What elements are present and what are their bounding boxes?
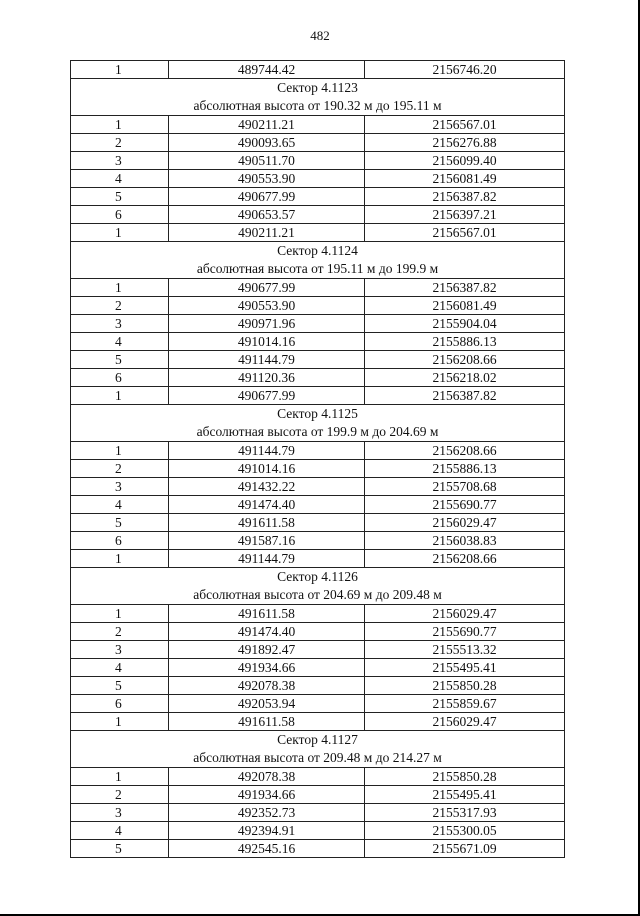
x-coordinate-cell: 491892.47 (169, 641, 365, 659)
y-coordinate-cell: 2156208.66 (365, 442, 565, 460)
point-number-cell: 6 (71, 369, 169, 387)
table-row (71, 605, 565, 623)
point-number-cell: 5 (71, 514, 169, 532)
y-coordinate-cell: 2156567.01 (365, 116, 565, 134)
point-number-cell: 1 (71, 442, 169, 460)
y-coordinate-cell: 2156038.83 (365, 532, 565, 550)
table-row (71, 713, 565, 731)
point-number-cell: 3 (71, 804, 169, 822)
table-row (71, 297, 565, 315)
x-coordinate-cell: 491144.79 (169, 351, 365, 369)
point-number-cell: 4 (71, 333, 169, 351)
y-coordinate-cell: 2155690.77 (365, 496, 565, 514)
sector-header (71, 731, 565, 768)
point-number-cell: 1 (71, 768, 169, 786)
sector-header (71, 242, 565, 279)
y-coordinate-cell: 2156081.49 (365, 297, 565, 315)
y-coordinate-cell: 2156746.20 (365, 61, 565, 79)
x-coordinate-cell: 490093.65 (169, 134, 365, 152)
point-number-cell: 1 (71, 61, 169, 79)
x-coordinate-cell: 490653.57 (169, 206, 365, 224)
coordinates-table-body (71, 61, 565, 858)
x-coordinate-cell: 491432.22 (169, 478, 365, 496)
table-row (71, 804, 565, 822)
table-row (71, 442, 565, 460)
table-row (71, 224, 565, 242)
point-number-cell: 2 (71, 297, 169, 315)
table-row (71, 786, 565, 804)
point-number-cell: 1 (71, 713, 169, 731)
sector-altitude-range: абсолютная высота от 209.48 м до 214.27 м (193, 750, 442, 765)
point-number-cell: 6 (71, 532, 169, 550)
x-coordinate-cell: 491934.66 (169, 786, 365, 804)
point-number-cell: 6 (71, 206, 169, 224)
sector-altitude-range: абсолютная высота от 190.32 м до 195.11 м (193, 98, 442, 113)
sector-header-row (71, 405, 565, 442)
x-coordinate-cell: 490677.99 (169, 188, 365, 206)
sector-header-row (71, 731, 565, 768)
y-coordinate-cell: 2155495.41 (365, 659, 565, 677)
table-row (71, 61, 565, 79)
y-coordinate-cell: 2156397.21 (365, 206, 565, 224)
table-row (71, 641, 565, 659)
point-number-cell: 3 (71, 315, 169, 333)
y-coordinate-cell: 2155495.41 (365, 786, 565, 804)
y-coordinate-cell: 2156276.88 (365, 134, 565, 152)
table-row (71, 134, 565, 152)
table-row (71, 695, 565, 713)
table-row (71, 152, 565, 170)
sector-header-row (71, 568, 565, 605)
table-row (71, 532, 565, 550)
x-coordinate-cell: 492352.73 (169, 804, 365, 822)
sector-title: Сектор 4.1125 (277, 406, 358, 421)
sector-title: Сектор 4.1124 (277, 243, 358, 258)
y-coordinate-cell: 2156387.82 (365, 387, 565, 405)
x-coordinate-cell: 490553.90 (169, 170, 365, 188)
x-coordinate-cell: 492545.16 (169, 840, 365, 858)
x-coordinate-cell: 492078.38 (169, 768, 365, 786)
y-coordinate-cell: 2155904.04 (365, 315, 565, 333)
x-coordinate-cell: 491934.66 (169, 659, 365, 677)
x-coordinate-cell: 490511.70 (169, 152, 365, 170)
y-coordinate-cell: 2156218.02 (365, 369, 565, 387)
point-number-cell: 1 (71, 605, 169, 623)
sector-header-row (71, 242, 565, 279)
y-coordinate-cell: 2156387.82 (365, 188, 565, 206)
table-row (71, 496, 565, 514)
y-coordinate-cell: 2156208.66 (365, 550, 565, 568)
point-number-cell: 1 (71, 224, 169, 242)
table-row (71, 623, 565, 641)
point-number-cell: 5 (71, 351, 169, 369)
y-coordinate-cell: 2155859.67 (365, 695, 565, 713)
sector-header-row (71, 79, 565, 116)
y-coordinate-cell: 2155317.93 (365, 804, 565, 822)
x-coordinate-cell: 490553.90 (169, 297, 365, 315)
x-coordinate-cell: 491014.16 (169, 460, 365, 478)
sector-altitude-range: абсолютная высота от 204.69 м до 209.48 м (193, 587, 442, 602)
y-coordinate-cell: 2156029.47 (365, 514, 565, 532)
table-row (71, 170, 565, 188)
x-coordinate-cell: 489744.42 (169, 61, 365, 79)
point-number-cell: 5 (71, 677, 169, 695)
sector-header (71, 568, 565, 605)
sector-altitude-range: абсолютная высота от 195.11 м до 199.9 м (196, 261, 439, 276)
point-number-cell: 4 (71, 170, 169, 188)
sector-title: Сектор 4.1123 (277, 80, 358, 95)
x-coordinate-cell: 490211.21 (169, 116, 365, 134)
table-row (71, 478, 565, 496)
point-number-cell: 6 (71, 695, 169, 713)
y-coordinate-cell: 2156029.47 (365, 713, 565, 731)
table-row (71, 514, 565, 532)
y-coordinate-cell: 2155886.13 (365, 333, 565, 351)
x-coordinate-cell: 491611.58 (169, 605, 365, 623)
page-number: 482 (310, 28, 330, 43)
point-number-cell: 1 (71, 279, 169, 297)
y-coordinate-cell: 2156029.47 (365, 605, 565, 623)
table-row (71, 460, 565, 478)
x-coordinate-cell: 491014.16 (169, 333, 365, 351)
point-number-cell: 2 (71, 786, 169, 804)
table-row (71, 677, 565, 695)
y-coordinate-cell: 2155886.13 (365, 460, 565, 478)
sector-header (71, 405, 565, 442)
point-number-cell: 3 (71, 152, 169, 170)
table-row (71, 315, 565, 333)
sector-header (71, 79, 565, 116)
table-row (71, 206, 565, 224)
y-coordinate-cell: 2155300.05 (365, 822, 565, 840)
x-coordinate-cell: 490677.99 (169, 387, 365, 405)
point-number-cell: 4 (71, 496, 169, 514)
x-coordinate-cell: 491144.79 (169, 550, 365, 568)
y-coordinate-cell: 2156567.01 (365, 224, 565, 242)
y-coordinate-cell: 2155690.77 (365, 623, 565, 641)
table-row (71, 550, 565, 568)
point-number-cell: 4 (71, 822, 169, 840)
y-coordinate-cell: 2156099.40 (365, 152, 565, 170)
point-number-cell: 5 (71, 188, 169, 206)
table-row (71, 116, 565, 134)
y-coordinate-cell: 2156387.82 (365, 279, 565, 297)
point-number-cell: 1 (71, 387, 169, 405)
point-number-cell: 5 (71, 840, 169, 858)
sector-title: Сектор 4.1126 (277, 569, 358, 584)
y-coordinate-cell: 2155513.32 (365, 641, 565, 659)
point-number-cell: 4 (71, 659, 169, 677)
x-coordinate-cell: 491611.58 (169, 514, 365, 532)
y-coordinate-cell: 2155671.09 (365, 840, 565, 858)
table-row (71, 768, 565, 786)
coordinates-table (70, 60, 565, 858)
table-row (71, 369, 565, 387)
x-coordinate-cell: 492394.91 (169, 822, 365, 840)
x-coordinate-cell: 492053.94 (169, 695, 365, 713)
table-row (71, 351, 565, 369)
table-row (71, 279, 565, 297)
x-coordinate-cell: 490211.21 (169, 224, 365, 242)
sector-altitude-range: абсолютная высота от 199.9 м до 204.69 м (196, 424, 439, 439)
table-row (71, 333, 565, 351)
table-row (71, 188, 565, 206)
y-coordinate-cell: 2155850.28 (365, 677, 565, 695)
x-coordinate-cell: 491474.40 (169, 496, 365, 514)
point-number-cell: 1 (71, 116, 169, 134)
x-coordinate-cell: 491120.36 (169, 369, 365, 387)
point-number-cell: 3 (71, 641, 169, 659)
x-coordinate-cell: 492078.38 (169, 677, 365, 695)
y-coordinate-cell: 2156081.49 (365, 170, 565, 188)
point-number-cell: 1 (71, 550, 169, 568)
x-coordinate-cell: 491611.58 (169, 713, 365, 731)
point-number-cell: 3 (71, 478, 169, 496)
point-number-cell: 2 (71, 623, 169, 641)
x-coordinate-cell: 490677.99 (169, 279, 365, 297)
point-number-cell: 2 (71, 460, 169, 478)
x-coordinate-cell: 491144.79 (169, 442, 365, 460)
table-row (71, 659, 565, 677)
y-coordinate-cell: 2155708.68 (365, 478, 565, 496)
table-row (71, 387, 565, 405)
sector-title: Сектор 4.1127 (277, 732, 358, 747)
x-coordinate-cell: 491474.40 (169, 623, 365, 641)
x-coordinate-cell: 491587.16 (169, 532, 365, 550)
y-coordinate-cell: 2155850.28 (365, 768, 565, 786)
x-coordinate-cell: 490971.96 (169, 315, 365, 333)
table-row (71, 840, 565, 858)
point-number-cell: 2 (71, 134, 169, 152)
y-coordinate-cell: 2156208.66 (365, 351, 565, 369)
table-row (71, 822, 565, 840)
